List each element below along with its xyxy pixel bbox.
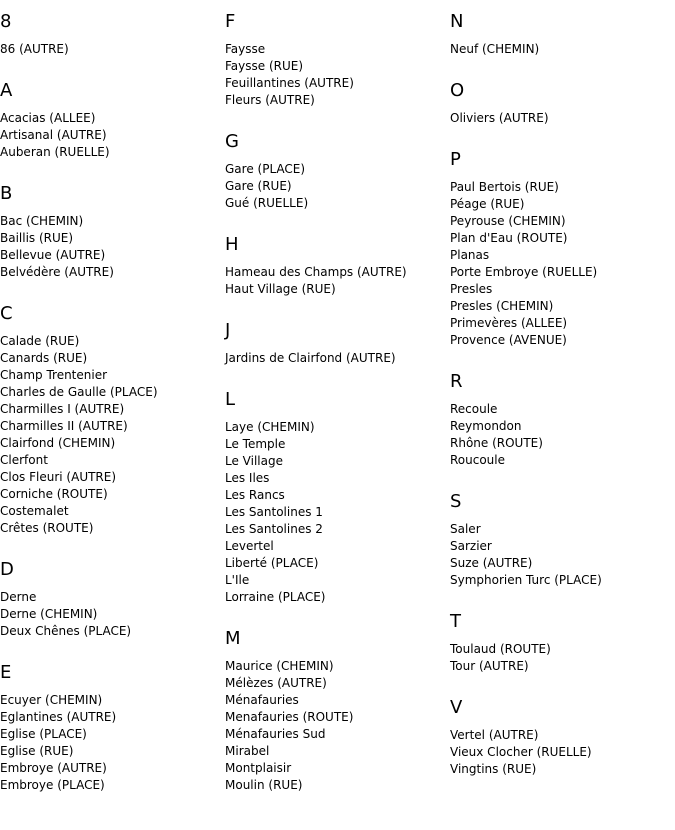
letter-heading: P: [450, 149, 461, 170]
street-item: Vertel (AUTRE): [450, 728, 539, 742]
street-item: Charmilles I (AUTRE): [0, 402, 125, 416]
street-item: Mélèzes (AUTRE): [225, 676, 327, 690]
street-item: Suze (AUTRE): [450, 556, 533, 570]
street-item: Artisanal (AUTRE): [0, 128, 107, 142]
letter-group: [0, 183, 225, 281]
street-item: Faysse: [225, 42, 266, 56]
street-item: Lorraine (PLACE): [225, 590, 326, 604]
letter-heading: L: [225, 389, 236, 410]
letter-group: [450, 697, 675, 778]
street-item: Bac (CHEMIN): [0, 214, 84, 228]
street-item: Calade (RUE): [0, 334, 80, 348]
letter-heading: N: [450, 11, 464, 32]
street-list: [225, 264, 450, 298]
street-list: [450, 641, 675, 675]
letter-group: [0, 662, 225, 794]
letter-heading: D: [0, 559, 14, 580]
street-item: Mirabel: [225, 744, 270, 758]
street-item: Presles: [450, 282, 493, 296]
street-item: Hameau des Champs (AUTRE): [225, 265, 407, 279]
street-item: Champ Trentenier: [0, 368, 108, 382]
street-item: Recoule: [450, 402, 498, 416]
street-item: Levertel: [225, 539, 274, 553]
letter-heading: J: [225, 320, 231, 341]
letter-group: [450, 491, 675, 589]
street-item: Paul Bertois (RUE): [450, 180, 559, 194]
street-item: Rhône (ROUTE): [450, 436, 543, 450]
street-item: Haut Village (RUE): [225, 282, 336, 296]
street-item: Canards (RUE): [0, 351, 88, 365]
letter-group: [225, 628, 450, 794]
street-item: Derne (CHEMIN): [0, 607, 98, 621]
street-item: Costemalet: [0, 504, 69, 518]
street-item: Saler: [450, 522, 481, 536]
street-item: Clerfont: [0, 453, 48, 467]
street-item: Clos Fleuri (AUTRE): [0, 470, 117, 484]
street-item: Auberan (RUELLE): [0, 145, 110, 159]
letter-heading: G: [225, 131, 239, 152]
letter-group: [450, 149, 675, 349]
street-list: [0, 213, 225, 281]
letter-group: [450, 371, 675, 469]
letter-group: [225, 234, 450, 298]
street-item: Provence (AVENUE): [450, 333, 567, 347]
street-item: Les Santolines 2: [225, 522, 323, 536]
street-list: [225, 350, 450, 367]
letter-heading: S: [450, 491, 462, 512]
street-item: Montplaisir: [225, 761, 292, 775]
street-item: Toulaud (ROUTE): [450, 642, 551, 656]
street-list: [450, 110, 675, 127]
street-item: 86 (AUTRE): [0, 42, 69, 56]
letter-heading: A: [0, 80, 13, 101]
street-item: Reymondon: [450, 419, 522, 433]
street-item: Baillis (RUE): [0, 231, 74, 245]
street-item: Jardins de Clairfond (AUTRE): [225, 351, 396, 365]
letter-group: [0, 11, 225, 58]
street-item: Les Iles: [225, 471, 270, 485]
street-item: Menafauries (ROUTE): [225, 710, 354, 724]
letter-heading: 8: [0, 11, 12, 32]
street-list: [0, 333, 225, 537]
street-item: Péage (RUE): [450, 197, 525, 211]
street-item: Faysse (RUE): [225, 59, 304, 73]
street-item: Ecuyer (CHEMIN): [0, 693, 103, 707]
street-item: Clairfond (CHEMIN): [0, 436, 116, 450]
letter-group: [0, 80, 225, 161]
street-item: Porte Embroye (RUELLE): [450, 265, 598, 279]
street-item: Oliviers (AUTRE): [450, 111, 549, 125]
letter-heading: F: [225, 11, 236, 32]
street-item: Corniche (ROUTE): [0, 487, 108, 501]
street-item: Belvédère (AUTRE): [0, 265, 114, 279]
index-column-1: [0, 0, 225, 816]
street-list: [225, 419, 450, 606]
street-item: Charles de Gaulle (PLACE): [0, 385, 158, 399]
street-list: [450, 41, 675, 58]
letter-heading: B: [0, 183, 13, 204]
street-list: [450, 179, 675, 349]
street-item: Maurice (CHEMIN): [225, 659, 334, 673]
street-item: Eglantines (AUTRE): [0, 710, 117, 724]
letter-heading: R: [450, 371, 463, 392]
street-item: Planas: [450, 248, 490, 262]
street-item: Primevères (ALLEE): [450, 316, 568, 330]
street-item: Charmilles II (AUTRE): [0, 419, 128, 433]
street-item: Presles (CHEMIN): [450, 299, 554, 313]
street-item: Fleurs (AUTRE): [225, 93, 315, 107]
street-item: Vingtins (RUE): [450, 762, 537, 776]
street-item: Tour (AUTRE): [450, 659, 529, 673]
letter-group: [225, 389, 450, 606]
street-item: Roucoule: [450, 453, 506, 467]
street-item: Plan d'Eau (ROUTE): [450, 231, 568, 245]
street-item: Gué (RUELLE): [225, 196, 309, 210]
street-list: [0, 692, 225, 794]
street-item: Ménafauries Sud: [225, 727, 326, 741]
street-item: Embroye (AUTRE): [0, 761, 107, 775]
letter-group: [225, 320, 450, 367]
letter-group: [450, 611, 675, 675]
letter-group: [225, 11, 450, 109]
letter-heading: M: [225, 628, 241, 649]
street-item: Feuillantines (AUTRE): [225, 76, 354, 90]
letter-heading: H: [225, 234, 239, 255]
street-item: Les Rancs: [225, 488, 285, 502]
street-item: Le Temple: [225, 437, 286, 451]
street-item: Vieux Clocher (RUELLE): [450, 745, 592, 759]
street-list: [0, 589, 225, 640]
street-item: Embroye (PLACE): [0, 778, 105, 792]
street-list: [0, 41, 225, 58]
letter-group: [225, 131, 450, 212]
street-item: Moulin (RUE): [225, 778, 303, 792]
street-item: Gare (PLACE): [225, 162, 306, 176]
letter-group: [0, 303, 225, 537]
letter-heading: O: [450, 80, 465, 101]
street-item: L'Ile: [225, 573, 250, 587]
letter-heading: T: [450, 611, 461, 632]
letter-heading: V: [450, 697, 463, 718]
street-list: [225, 161, 450, 212]
street-item: Les Santolines 1: [225, 505, 323, 519]
letter-group: [450, 11, 675, 58]
street-item: Neuf (CHEMIN): [450, 42, 540, 56]
street-list: [450, 727, 675, 778]
street-item: Derne: [0, 590, 37, 604]
street-item: Sarzier: [450, 539, 492, 553]
street-item: Crêtes (ROUTE): [0, 521, 94, 535]
street-list: [450, 521, 675, 589]
street-item: Laye (CHEMIN): [225, 420, 315, 434]
letter-group: [450, 80, 675, 127]
street-item: Eglise (PLACE): [0, 727, 87, 741]
street-item: Bellevue (AUTRE): [0, 248, 106, 262]
index-column-2: [225, 0, 450, 816]
street-list: [0, 110, 225, 161]
street-item: Peyrouse (CHEMIN): [450, 214, 566, 228]
street-item: Symphorien Turc (PLACE): [450, 573, 602, 587]
street-item: Liberté (PLACE): [225, 556, 319, 570]
index-column-3: [450, 0, 675, 800]
street-item: Gare (RUE): [225, 179, 292, 193]
street-item: Ménafauries: [225, 693, 299, 707]
street-list: [225, 41, 450, 109]
letter-heading: E: [0, 662, 12, 683]
street-list: [450, 401, 675, 469]
street-item: Deux Chênes (PLACE): [0, 624, 132, 638]
letter-group: [0, 559, 225, 640]
street-item: Acacias (ALLEE): [0, 111, 96, 125]
street-list: [225, 658, 450, 794]
letter-heading: C: [0, 303, 13, 324]
street-item: Eglise (RUE): [0, 744, 74, 758]
street-item: Le Village: [225, 454, 283, 468]
